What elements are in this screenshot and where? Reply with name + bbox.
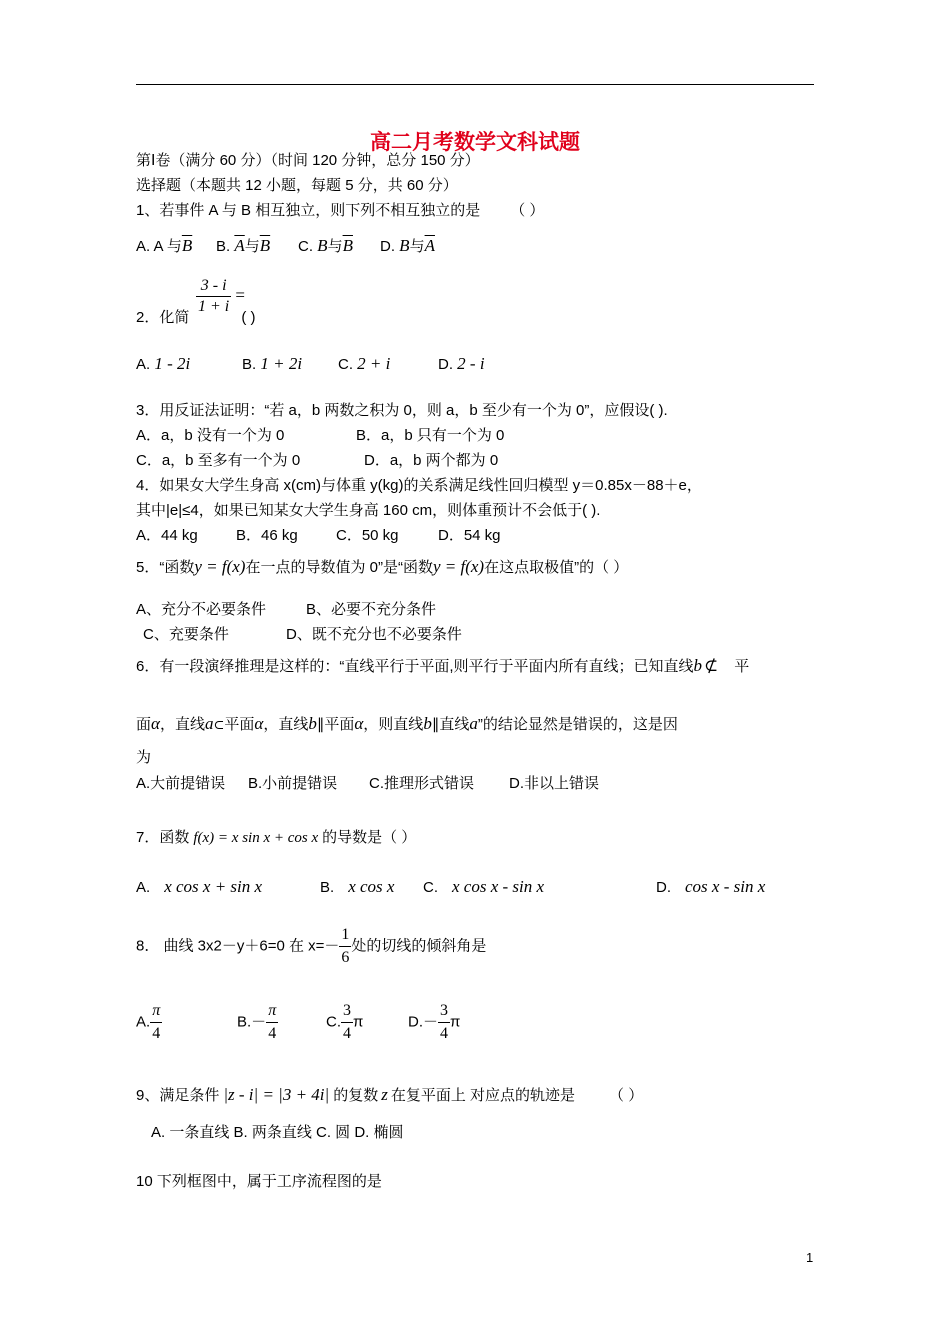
q7-option-b: B. x cos x [320,877,395,896]
q4-option-b: B．46 kg [236,527,298,544]
q6-option-a: A.大前提错误 [136,775,226,792]
q4-option-a: A．44 kg [136,527,198,544]
q5-option-b: B、必要不充分条件 [306,601,437,618]
q5-stem: 5．“函数y = f(x)在一点的导数值为 0”是“函数y = f(x)在这点取极值”的（ ） [136,557,629,576]
q3-option-c: C．a，b 至多有一个为 0 [136,452,301,469]
q8-option-c: C. $\frac{3}{4}$ π [326,1000,363,1045]
q1-option-b: B. $\overline{A}$与$\overline{B}$ [216,236,271,255]
q2-fraction: $\frac{3 - i}{1 + i}$ = [198,277,246,315]
q5-option-d: D、既不充分也不必要条件 [286,626,462,643]
page-number: 1 [806,1250,814,1265]
q2-option-d: D. 2 - i [438,354,485,373]
exam-info: 第Ⅰ卷（满分 60 分）（时间 120 分钟，总分 150 分） [136,152,480,169]
q1-option-d: D. B与$\overline{A}$ [380,236,435,255]
q8-option-d: D.－ $\frac{3}{4}$ π [408,1000,460,1045]
q3-option-b: B．a，b 只有一个为 0 [356,427,505,444]
q3-option-d: D．a，b 两个都为 0 [364,452,499,469]
q5-option-a: A、充分不必要条件 [136,601,267,618]
q2-stem: 2．化简 ( ) [136,309,256,326]
q1-option-c: C. B与$\overline{B}$ [298,236,353,255]
page-title: 高二月考数学文科试题 [370,131,580,154]
q10-stem: 10 下列框图中，属于工序流程图的是 [136,1173,382,1190]
q4-option-d: D．54 kg [438,527,501,544]
q2-option-c: C. 2 + i [338,354,391,373]
q6-option-b: B.小前提错误 [248,775,338,792]
q8-option-b: B.－ $\frac{\pi}{4}$ [237,1000,278,1045]
q6-option-d: D.非以上错误 [509,775,600,792]
q9-options: A. 一条直线 B. 两条直线 C. 圆 D. 椭圆 [151,1124,404,1141]
q1-stem: 1、若事件 A 与 B 相互独立，则下列不相互独立的是 （ ） [136,202,545,219]
section-heading: 选择题（本题共 12 小题，每题 5 分，共 60 分） [136,177,458,194]
q3-stem: 3．用反证法证明：“若 a，b 两数之积为 0，则 a，b 至少有一个为 0”，应假设( ). [136,402,668,419]
q8-option-a: A. $\frac{\pi}{4}$ [136,1000,162,1045]
q6-stem-line2: 面α，直线a⊂平面α，直线b∥平面α，则直线b∥直线a”的结论显然是错误的，这是因 [136,714,678,733]
q7-option-c: C. x cos x - sin x [423,877,545,896]
q5-option-c: C、充要条件 [143,626,229,643]
q7-option-d: D. cos x - sin x [656,877,766,896]
q4-stem-line1: 4．如果女大学生身高 x(cm)与体重 y(kg)的关系满足线性回归模型 y＝0.85x－88＋e， [136,477,702,494]
q2-option-a: A. 1 - 2i [136,354,191,373]
q1-option-a: A. A 与$\overline{B}$ [136,236,193,255]
q3-option-a: A．a，b 没有一个为 0 [136,427,285,444]
q9-stem: 9、满足条件 |z - i| = |3 + 4i| 的复数 z 在复平面上 对应点的轨迹是 （ ） [136,1085,644,1104]
q6-stem-line1: 6．有一段演绎推理是这样的：“直线平行于平面,则平行于平面内所有直线；已知直线b ⊄ 平 [136,656,750,675]
q7-stem: 7．函数 f(x) = x sin x + cos x 的导数是（ ） [136,829,417,846]
q4-stem-line2: 其中|e|≤4，如果已知某女大学生身高 160 cm，则体重预计不会低于( ). [136,502,601,519]
q6-stem-line3: 为 [136,749,152,766]
q7-option-a: A. x cos x + sin x [136,877,263,896]
q8-stem: 8． 曲线 3x2－y＋6=0 在 x=－ $\frac{1}{6}$ 处的切线的倾斜角是 [136,924,486,969]
q4-option-c: C．50 kg [336,527,399,544]
q2-option-b: B. 1 + 2i [242,354,303,373]
header-rule [136,84,814,85]
q6-option-c: C.推理形式错误 [369,775,475,792]
